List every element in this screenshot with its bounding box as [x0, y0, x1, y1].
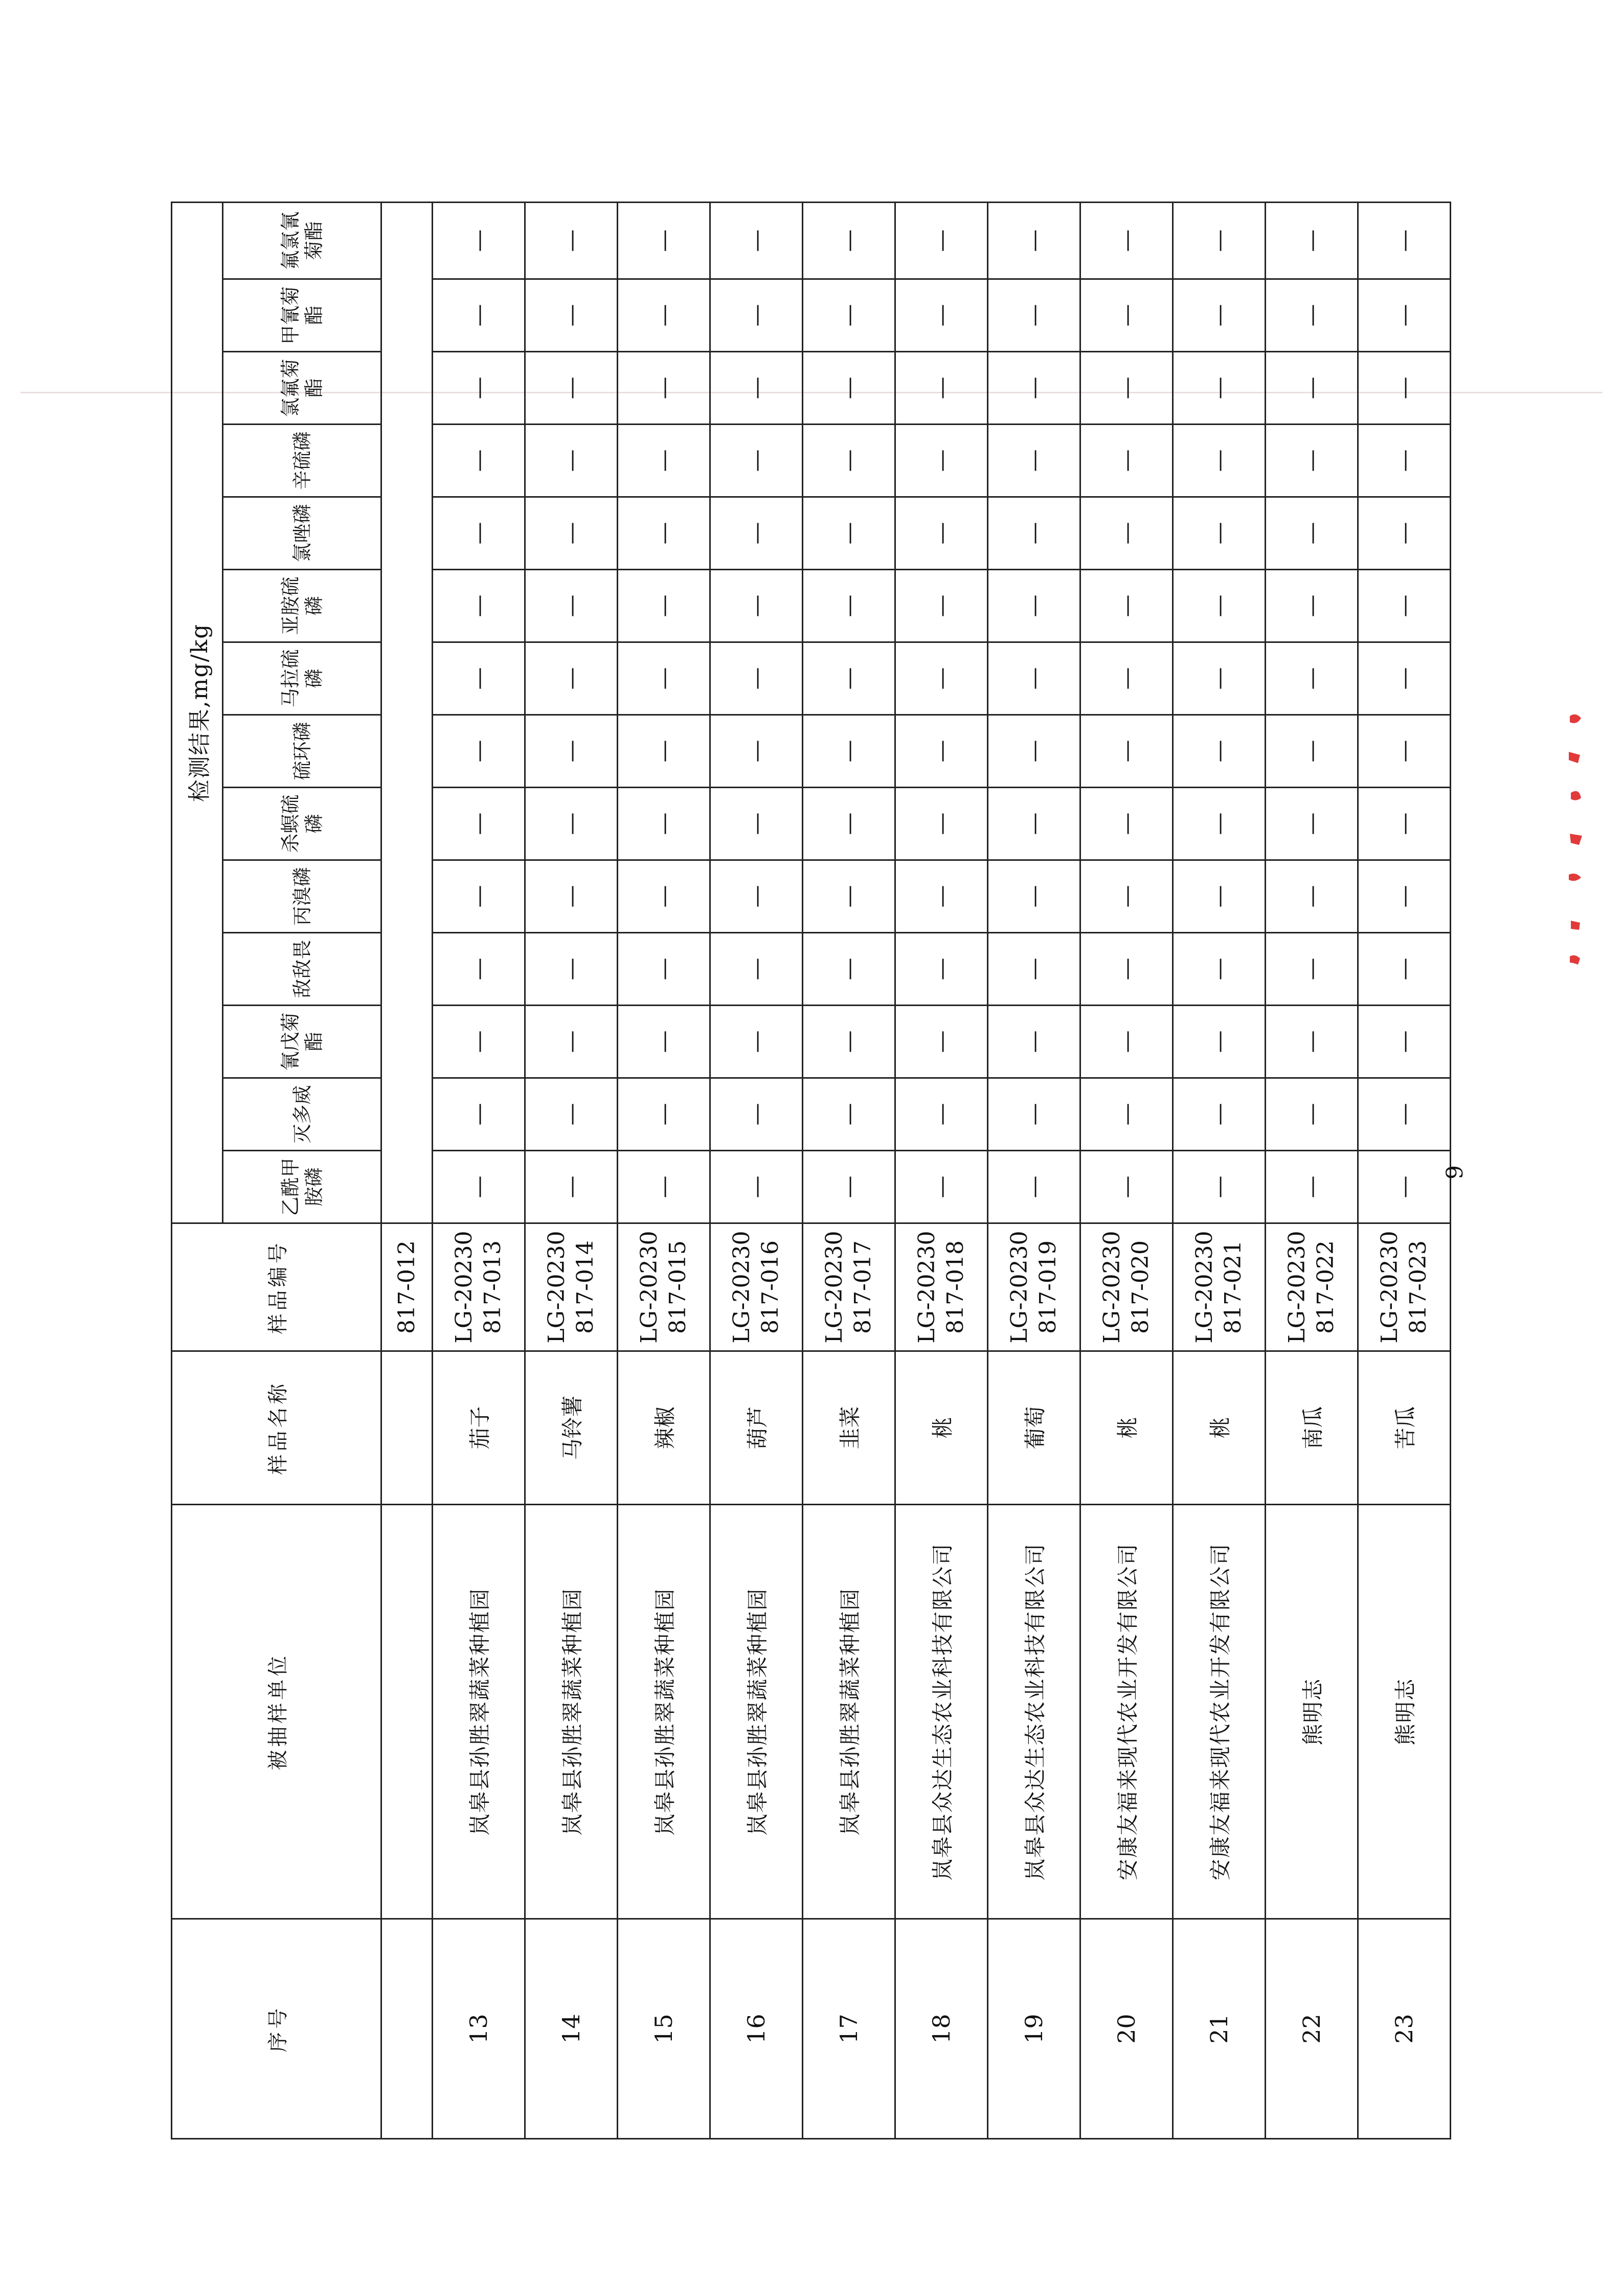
header-seq: 序号 — [172, 1919, 381, 2139]
result-value: — — [895, 715, 988, 788]
result-value: — — [988, 1006, 1080, 1078]
result-value: — — [433, 202, 525, 279]
result-value: — — [525, 715, 618, 788]
result-value: — — [1358, 933, 1451, 1006]
compound-header — [223, 860, 381, 933]
compound-header — [223, 1006, 381, 1078]
result-value: — — [1173, 933, 1266, 1006]
compound-label: 氟氯氰菊酯 — [279, 211, 325, 270]
row-unit: 岚皋县众达生态农业科技有限公司 — [895, 1505, 988, 1919]
row-unit: 熊明志 — [1358, 1505, 1451, 1919]
result-value: — — [1266, 570, 1358, 642]
row-unit: 岚皋县孙胜翠蔬菜种植园 — [710, 1505, 803, 1919]
result-value: — — [895, 642, 988, 715]
cont-empty — [381, 202, 433, 1223]
compound-header — [223, 788, 381, 860]
result-value: — — [433, 352, 525, 425]
result-value: — — [433, 425, 525, 497]
table-row — [433, 202, 525, 2138]
compound-label: 敌敌畏 — [290, 940, 313, 998]
result-value: — — [710, 570, 803, 642]
row-sample-code — [710, 1223, 803, 1351]
page-number: 9 — [1442, 1165, 1468, 1179]
result-value: — — [895, 1078, 988, 1151]
table-row — [803, 202, 895, 2138]
result-value: — — [1266, 1006, 1358, 1078]
result-value: — — [1358, 788, 1451, 860]
cont-sample-name — [381, 1351, 433, 1505]
compound-header — [223, 202, 381, 279]
result-value: — — [988, 860, 1080, 933]
result-value: — — [710, 425, 803, 497]
result-value: — — [1080, 279, 1173, 352]
compound-label: 辛硫磷 — [290, 431, 313, 490]
result-value: — — [618, 202, 710, 279]
row-unit: 岚皋县孙胜翠蔬菜种植园 — [525, 1505, 618, 1919]
row-unit: 岚皋县孙胜翠蔬菜种植园 — [618, 1505, 710, 1919]
row-sample-code — [803, 1223, 895, 1351]
result-value: — — [1173, 788, 1266, 860]
result-value: — — [525, 279, 618, 352]
result-value: — — [618, 1151, 710, 1223]
header-results-group: 检测结果,mg/kg — [172, 202, 223, 1223]
compound-header — [223, 1078, 381, 1151]
result-value: — — [1358, 352, 1451, 425]
result-value: — — [525, 860, 618, 933]
compound-label: 氰戊菊酯 — [279, 1012, 325, 1071]
code-top: LG-20230 — [451, 1231, 477, 1344]
result-value: — — [1173, 1006, 1266, 1078]
row-sample-name: 桃 — [1080, 1351, 1173, 1505]
result-value: — — [988, 352, 1080, 425]
result-value: — — [803, 933, 895, 1006]
code-top: LG-20230 — [821, 1231, 847, 1344]
row-seq: 20 — [1080, 1919, 1173, 2139]
result-value: — — [433, 1078, 525, 1151]
code-bottom: 817-019 — [1035, 1240, 1061, 1334]
result-value: — — [618, 570, 710, 642]
row-sample-code — [618, 1223, 710, 1351]
result-value: — — [895, 279, 988, 352]
code-bottom: 817-016 — [757, 1240, 783, 1334]
result-value: — — [895, 202, 988, 279]
compound-header — [223, 933, 381, 1006]
compound-label: 亚胺硫磷 — [279, 576, 325, 635]
result-value: — — [618, 715, 710, 788]
row-sample-name: 葡萄 — [988, 1351, 1080, 1505]
compound-header — [223, 1151, 381, 1223]
result-value: — — [1080, 1078, 1173, 1151]
cont-unit — [381, 1505, 433, 1919]
result-value: — — [1173, 570, 1266, 642]
result-value: — — [433, 860, 525, 933]
result-value: — — [710, 860, 803, 933]
compound-label: 杀螟硫磷 — [279, 794, 325, 853]
result-value: — — [710, 715, 803, 788]
row-sample-code — [1173, 1223, 1266, 1351]
result-value: — — [1266, 202, 1358, 279]
result-value: — — [618, 352, 710, 425]
row-sample-code — [895, 1223, 988, 1351]
row-sample-name: 马铃薯 — [525, 1351, 618, 1505]
header-unit: 被抽样单位 — [172, 1505, 381, 1919]
compound-label: 氯唑磷 — [290, 504, 313, 563]
result-value: — — [895, 788, 988, 860]
row-unit: 安康友福来现代农业开发有限公司 — [1173, 1505, 1266, 1919]
compound-label: 乙酰甲胺磷 — [279, 1157, 325, 1216]
header-sample-name: 样品名称 — [172, 1351, 381, 1505]
result-value: — — [1080, 570, 1173, 642]
code-top: LG-20230 — [729, 1231, 755, 1344]
code-top: LG-20230 — [544, 1231, 570, 1344]
compound-header — [223, 352, 381, 425]
result-value: — — [988, 497, 1080, 570]
result-value: — — [1358, 1151, 1451, 1223]
compound-label: 丙溴磷 — [290, 867, 313, 926]
result-value: — — [1173, 279, 1266, 352]
result-value: — — [710, 788, 803, 860]
result-value: — — [803, 788, 895, 860]
cont-seq — [381, 1919, 433, 2139]
result-value: — — [433, 715, 525, 788]
result-value: — — [1266, 279, 1358, 352]
row-unit: 岚皋县孙胜翠蔬菜种植园 — [433, 1505, 525, 1919]
code-top: LG-20230 — [1191, 1231, 1218, 1344]
result-value: — — [1358, 642, 1451, 715]
row-seq: 22 — [1266, 1919, 1358, 2139]
table-row — [525, 202, 618, 2138]
code-top: LG-20230 — [636, 1231, 662, 1344]
result-value: — — [618, 425, 710, 497]
code-bottom: 817-015 — [665, 1240, 691, 1334]
result-value: — — [710, 1006, 803, 1078]
row-sample-name: 桃 — [895, 1351, 988, 1505]
red-stamp-fragment — [1565, 706, 1585, 972]
row-unit: 熊明志 — [1266, 1505, 1358, 1919]
row-seq: 15 — [618, 1919, 710, 2139]
result-value: — — [1266, 933, 1358, 1006]
rotated-report-block — [171, 206, 1431, 2139]
result-value: — — [803, 202, 895, 279]
row-unit: 岚皋县众达生态农业科技有限公司 — [988, 1505, 1080, 1919]
table-row — [1358, 202, 1451, 2138]
result-value: — — [1080, 202, 1173, 279]
compound-header — [223, 497, 381, 570]
result-value: — — [618, 1006, 710, 1078]
result-value: — — [1266, 788, 1358, 860]
result-value: — — [1173, 202, 1266, 279]
compound-header — [223, 642, 381, 715]
result-value: — — [803, 860, 895, 933]
result-value: — — [1080, 1006, 1173, 1078]
code-bottom: 817-023 — [1405, 1240, 1431, 1334]
result-value: — — [803, 715, 895, 788]
compound-label: 氯氟菊酯 — [279, 359, 325, 417]
code-bottom: 817-020 — [1128, 1240, 1154, 1334]
result-value: — — [433, 788, 525, 860]
result-value: — — [988, 1151, 1080, 1223]
row-seq: 18 — [895, 1919, 988, 2139]
row-sample-code — [988, 1223, 1080, 1351]
compound-label: 灭多威 — [290, 1085, 313, 1144]
result-value: — — [1358, 715, 1451, 788]
results-body — [381, 202, 1451, 2138]
row-sample-code — [1266, 1223, 1358, 1351]
compound-header — [223, 425, 381, 497]
result-value: — — [803, 279, 895, 352]
result-value: — — [1266, 860, 1358, 933]
row-seq: 13 — [433, 1919, 525, 2139]
compound-header — [223, 715, 381, 788]
row-sample-name: 桃 — [1173, 1351, 1266, 1505]
result-value: — — [1266, 425, 1358, 497]
row-sample-code — [525, 1223, 618, 1351]
result-value: — — [1266, 1078, 1358, 1151]
code-bottom: 817-017 — [850, 1240, 876, 1334]
result-value: — — [1080, 642, 1173, 715]
compound-label: 硫环磷 — [290, 722, 313, 781]
compound-header — [223, 570, 381, 642]
result-value: — — [525, 497, 618, 570]
result-value: — — [433, 642, 525, 715]
result-value: — — [988, 570, 1080, 642]
row-seq: 23 — [1358, 1919, 1451, 2139]
result-value: — — [988, 279, 1080, 352]
result-value: — — [1358, 860, 1451, 933]
result-value: — — [1173, 1151, 1266, 1223]
result-value: — — [803, 1006, 895, 1078]
result-value: — — [618, 1078, 710, 1151]
cont-sample-code: 817-012 — [381, 1223, 433, 1351]
result-value: — — [988, 1078, 1080, 1151]
result-value: — — [988, 933, 1080, 1006]
code-top: LG-20230 — [1006, 1231, 1032, 1344]
result-value: — — [618, 933, 710, 1006]
result-value: — — [710, 279, 803, 352]
result-value: — — [1358, 279, 1451, 352]
result-value: — — [433, 933, 525, 1006]
result-value: — — [1173, 860, 1266, 933]
result-value: — — [710, 352, 803, 425]
result-value: — — [895, 570, 988, 642]
result-value: — — [433, 1006, 525, 1078]
result-value: — — [710, 933, 803, 1006]
result-value: — — [803, 1078, 895, 1151]
result-value: — — [1358, 497, 1451, 570]
result-value: — — [525, 642, 618, 715]
result-value: — — [803, 352, 895, 425]
result-value: — — [525, 570, 618, 642]
result-value: — — [618, 642, 710, 715]
result-value: — — [988, 715, 1080, 788]
result-value: — — [1080, 788, 1173, 860]
results-table — [171, 202, 1451, 2139]
result-value: — — [1080, 933, 1173, 1006]
result-value: — — [525, 1006, 618, 1078]
table-row — [988, 202, 1080, 2138]
result-value: — — [988, 425, 1080, 497]
result-value: — — [1173, 642, 1266, 715]
continuation-row — [381, 202, 433, 2138]
result-value: — — [803, 497, 895, 570]
code-bottom: 817-013 — [480, 1240, 506, 1334]
result-value: — — [710, 642, 803, 715]
result-value: — — [1173, 1078, 1266, 1151]
row-seq: 17 — [803, 1919, 895, 2139]
result-value: — — [1173, 425, 1266, 497]
result-value: — — [1173, 715, 1266, 788]
result-value: — — [1080, 425, 1173, 497]
code-top: LG-20230 — [914, 1231, 940, 1344]
result-value: — — [710, 497, 803, 570]
result-value: — — [525, 425, 618, 497]
code-bottom: 817-021 — [1220, 1240, 1246, 1334]
result-value: — — [1358, 1006, 1451, 1078]
result-value: — — [433, 570, 525, 642]
compound-label: 马拉硫磷 — [279, 649, 325, 708]
result-value: — — [1266, 1151, 1358, 1223]
result-value: — — [1080, 1151, 1173, 1223]
row-seq: 19 — [988, 1919, 1080, 2139]
result-value: — — [525, 1151, 618, 1223]
row-sample-name: 南瓜 — [1266, 1351, 1358, 1505]
result-value: — — [803, 425, 895, 497]
result-value: — — [803, 1151, 895, 1223]
result-value: — — [710, 202, 803, 279]
result-value: — — [525, 352, 618, 425]
code-top: LG-20230 — [1377, 1231, 1403, 1344]
result-value: — — [1358, 570, 1451, 642]
result-value: — — [1358, 425, 1451, 497]
result-value: — — [525, 202, 618, 279]
result-value: — — [1266, 497, 1358, 570]
code-bottom: 817-014 — [572, 1240, 598, 1334]
row-sample-name: 韭菜 — [803, 1351, 895, 1505]
code-bottom: 817-018 — [942, 1240, 968, 1334]
result-value: — — [710, 1151, 803, 1223]
result-value: — — [803, 570, 895, 642]
row-unit: 安康友福来现代农业开发有限公司 — [1080, 1505, 1173, 1919]
result-value: — — [525, 1078, 618, 1151]
result-value: — — [1358, 202, 1451, 279]
row-sample-name: 苦瓜 — [1358, 1351, 1451, 1505]
result-value: — — [1266, 352, 1358, 425]
result-value: — — [525, 788, 618, 860]
compound-label: 甲氰菊酯 — [279, 286, 325, 345]
result-value: — — [988, 788, 1080, 860]
header-sample-code: 样品编号 — [172, 1223, 381, 1351]
row-sample-name: 葫芦 — [710, 1351, 803, 1505]
row-sample-code — [1080, 1223, 1173, 1351]
result-value: — — [710, 1078, 803, 1151]
result-value: — — [895, 860, 988, 933]
result-value: — — [803, 642, 895, 715]
result-value: — — [895, 1151, 988, 1223]
result-value: — — [1080, 497, 1173, 570]
table-row — [710, 202, 803, 2138]
code-bottom: 817-022 — [1313, 1240, 1339, 1334]
table-row — [618, 202, 710, 2138]
result-value: — — [895, 933, 988, 1006]
row-sample-name: 茄子 — [433, 1351, 525, 1505]
row-sample-name: 辣椒 — [618, 1351, 710, 1505]
result-value: — — [895, 352, 988, 425]
result-value: — — [618, 860, 710, 933]
result-value: — — [618, 279, 710, 352]
code-top: LG-20230 — [1284, 1231, 1310, 1344]
result-value: — — [1173, 352, 1266, 425]
result-value: — — [433, 279, 525, 352]
result-value: — — [1173, 497, 1266, 570]
result-value: — — [618, 788, 710, 860]
row-sample-code — [1358, 1223, 1451, 1351]
row-seq: 21 — [1173, 1919, 1266, 2139]
table-row — [1080, 202, 1173, 2138]
result-value: — — [895, 1006, 988, 1078]
table-row — [895, 202, 988, 2138]
result-value: — — [1080, 715, 1173, 788]
result-value: — — [1080, 860, 1173, 933]
table-row — [1266, 202, 1358, 2138]
result-value: — — [895, 497, 988, 570]
compound-header — [223, 279, 381, 352]
result-value: — — [988, 642, 1080, 715]
row-unit: 岚皋县孙胜翠蔬菜种植园 — [803, 1505, 895, 1919]
result-value: — — [433, 497, 525, 570]
result-value: — — [525, 933, 618, 1006]
result-value: — — [433, 1151, 525, 1223]
row-seq: 14 — [525, 1919, 618, 2139]
result-value: — — [618, 497, 710, 570]
result-value: — — [988, 202, 1080, 279]
row-seq: 16 — [710, 1919, 803, 2139]
code-top: LG-20230 — [1099, 1231, 1125, 1344]
result-value: — — [1080, 352, 1173, 425]
row-sample-code — [433, 1223, 525, 1351]
result-value: — — [1266, 715, 1358, 788]
result-value: — — [1358, 1078, 1451, 1151]
result-value: — — [1266, 642, 1358, 715]
table-row — [1173, 202, 1266, 2138]
result-value: — — [895, 425, 988, 497]
